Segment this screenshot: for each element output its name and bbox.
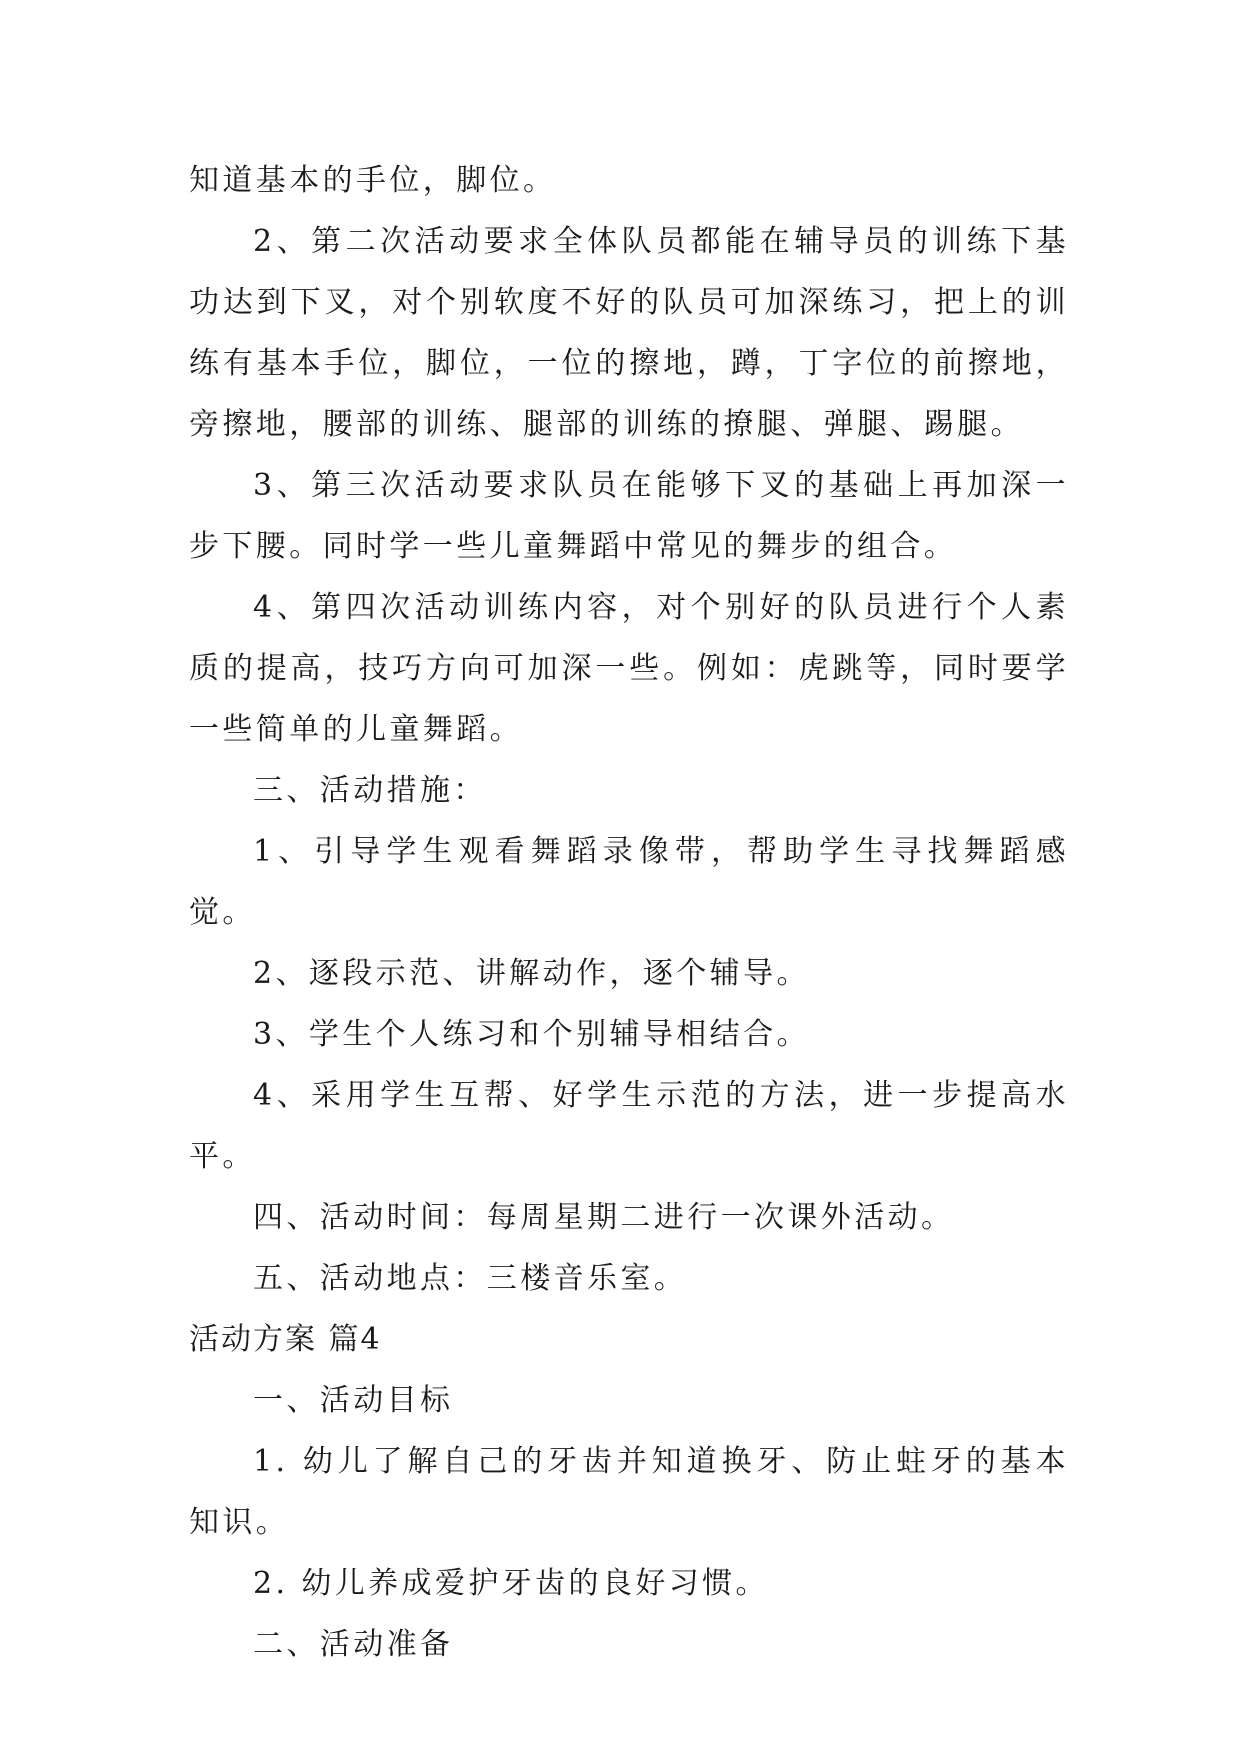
list-item: 2、逐段示范、讲解动作，逐个辅导。 [253, 956, 810, 991]
list-item: 1. 幼儿了解自己的牙齿并知道换牙、防止蛀牙的基本知识。 [189, 1444, 1069, 1540]
section-heading: 三、活动措施： [253, 773, 487, 808]
list-item: 4、采用学生互帮、好学生示范的方法，进一步提高水平。 [189, 1078, 1069, 1174]
section-heading: 二、活动准备 [253, 1627, 454, 1662]
paragraph: 4、第四次活动训练内容，对个别好的队员进行个人素质的提高，技巧方向可加深一些。例如：虎跳等，同时要学一些简单的儿童舞蹈。 [189, 590, 1069, 747]
section-heading: 五、活动地点：三楼音乐室。 [253, 1261, 688, 1296]
section-heading: 一、活动目标 [253, 1383, 454, 1418]
paragraph: 2、第二次活动要求全体队员都能在辅导员的训练下基功达到下叉，对个别软度不好的队员可加深练习，把上的训练有基本手位，脚位，一位的擦地，蹲，丁字位的前擦地，旁擦地，腰部的训练、腿部的训练的撩腿、弹腿、踢腿。 [189, 224, 1069, 442]
list-item: 1、引导学生观看舞蹈录像带，帮助学生寻找舞蹈感觉。 [189, 834, 1069, 930]
article-title: 活动方案 篇4 [189, 1322, 382, 1357]
document-body [189, 150, 1069, 1675]
list-item: 3、学生个人练习和个别辅导相结合。 [253, 1017, 810, 1052]
paragraph: 3、第三次活动要求队员在能够下叉的基础上再加深一步下腰。同时学一些儿童舞蹈中常见的舞步的组合。 [189, 468, 1069, 564]
section-heading: 四、活动时间：每周星期二进行一次课外活动。 [253, 1200, 955, 1235]
paragraph: 知道基本的手位，脚位。 [189, 163, 557, 198]
list-item: 2. 幼儿养成爱护牙齿的良好习惯。 [253, 1566, 769, 1601]
